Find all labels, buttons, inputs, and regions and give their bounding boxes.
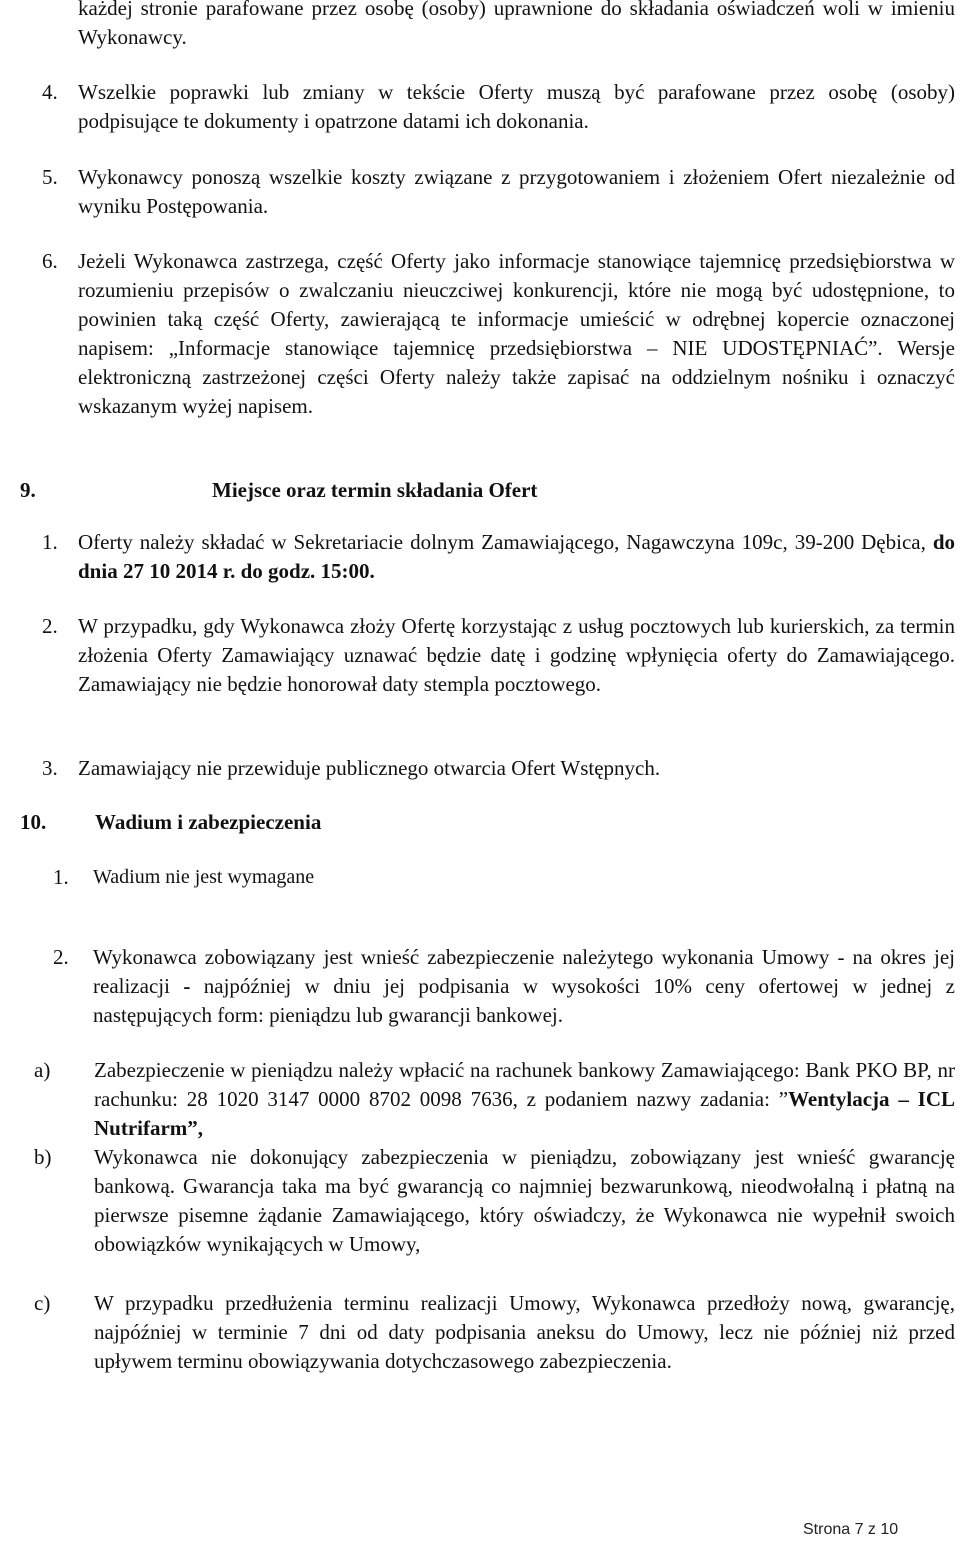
item-text: Zamawiający nie przewiduje publicznego otwarcia Ofert Wstępnych. xyxy=(78,756,661,780)
deadline-text: do dnia 27 10 2014 r. do godz. 15:00. xyxy=(78,530,955,583)
paragraph-text: każdej stronie parafowane przez osobę (osoby) uprawnione do składania oświadczeń woli w imieniu Wykonawcy. xyxy=(78,0,955,49)
section-heading-10 xyxy=(20,808,46,837)
item-text: W przypadku, gdy Wykonawca złoży Ofertę korzystając z usług pocztowych lub kurierskich, za termin złożenia Oferty Zamawiający uznawać będzie datę i godzinę wpłynięcia oferty do Zamawiającego. Zamawiający nie będzie honorował daty stempla pocztowego. xyxy=(78,614,955,696)
item-number: 2. xyxy=(42,614,58,638)
item-letter: b) xyxy=(34,1145,52,1169)
list-item-9-1 xyxy=(42,528,955,586)
item-text-regular: Wykonawca zobowiązany jest wnieść zabezpieczenie należytego wykonania Umowy - na okres jej realizacji xyxy=(93,945,955,998)
item-number: 3. xyxy=(42,756,58,780)
item-text xyxy=(93,943,955,1030)
item-number: 1. xyxy=(53,865,69,889)
item-text-regular-2: najpóźniej w dniu jej podpisania w wysokości 10% ceny ofertowej w jednej z następujących form: pieniądzu lub gwarancji bankowej. xyxy=(93,974,955,1027)
item-number: 4. xyxy=(42,80,58,104)
section-title-9 xyxy=(212,476,537,505)
item-text: Wadium nie jest wymagane xyxy=(93,866,315,888)
list-item-4 xyxy=(42,78,955,136)
item-text: W przypadku przedłużenia terminu realizacji Umowy, Wykonawca przedłoży nową, gwarancję, najpóźniej w terminie 7 dni od daty podpisania aneksu do Umowy, lecz nie później niż przed upływem terminu obowiązywania dotychczasowego zabezpieczenia. xyxy=(94,1291,955,1373)
list-item-c xyxy=(34,1289,955,1376)
section-number: 9. xyxy=(20,478,36,502)
list-item-10-1 xyxy=(53,863,955,892)
section-heading-9 xyxy=(20,476,36,505)
list-item-6 xyxy=(42,247,955,421)
list-item-a xyxy=(34,1056,955,1143)
item-text: Wykonawcy ponoszą wszelkie koszty związane z przygotowaniem i złożeniem Ofert niezależnie od wyniku Postępowania. xyxy=(78,165,955,218)
list-item-10-2 xyxy=(53,943,955,1030)
item-letter: a) xyxy=(34,1058,51,1082)
section-title: Miejsce oraz termin składania Ofert xyxy=(212,478,538,502)
item-number: 5. xyxy=(42,165,58,189)
section-title: Wadium i zabezpieczenia xyxy=(95,810,322,834)
list-item-b xyxy=(34,1143,955,1259)
item-text-bold: - xyxy=(183,974,191,998)
item-text-regular: Oferty należy składać w Sekretariacie dolnym Zamawiającego, Nagawczyna 109c, 39-200 Dębica, xyxy=(78,530,933,554)
task-name: Wentylacja – ICL Nutrifarm”, xyxy=(94,1087,955,1140)
list-item-5 xyxy=(42,163,955,221)
paragraph-continuation xyxy=(78,0,955,52)
item-text xyxy=(94,1056,955,1143)
list-item-9-2 xyxy=(42,612,955,699)
item-text: Jeżeli Wykonawca zastrzega, część Oferty jako informacje stanowiące tajemnicę przedsiębiorstwa w rozumieniu przepisów o zwalczaniu nieuczciwej konkurencji, które nie mogą być udostępnione, to powinien taką część Oferty, zawierającą te informacje umieścić w odrębnej kopercie oznaczonej napisem: „Informacje stanowiące tajemnicę przedsiębiorstwa – NIE UDOSTĘPNIAĆ”. Wersje elektroniczną zastrzeżonej części Oferty należy także zapisać na oddzielnym nośniku i oznaczyć wskazanym wyżej napisem. xyxy=(78,249,955,418)
item-number: 1. xyxy=(42,530,58,554)
item-number: 2. xyxy=(53,945,69,969)
item-text xyxy=(78,528,955,586)
item-text: Wykonawca nie dokonujący zabezpieczenia w pieniądzu, zobowiązany jest wnieść gwarancję bankową. Gwarancja taka ma być gwarancją co najmniej bezwarunkową, nieodwołalną i płatną na pierwsze pisemne żądanie Zamawiającego, który oświadczy, że Wykonawca nie wypełnił swoich obowiązków wynikających w Umowy, xyxy=(94,1145,955,1256)
section-number: 10. xyxy=(20,810,47,834)
section-title-10 xyxy=(95,808,321,837)
item-text-regular: Zabezpieczenie w pieniądzu należy wpłacić na rachunek bankowy Zamawiającego: Bank PKO BP, nr rachunku: 28 1020 3147 0000 8702 0098 7636, z podaniem nazwy zadania: ” xyxy=(94,1058,955,1111)
page-number: Strona 7 z 10 xyxy=(803,1521,899,1538)
item-number: 6. xyxy=(42,249,58,273)
item-text: Wszelkie poprawki lub zmiany w tekście Oferty muszą być parafowane przez osobę (osoby) podpisujące te dokumenty i opatrzone datami ich dokonania. xyxy=(78,80,955,133)
item-letter: c) xyxy=(34,1291,51,1315)
list-item-9-3 xyxy=(42,754,955,783)
